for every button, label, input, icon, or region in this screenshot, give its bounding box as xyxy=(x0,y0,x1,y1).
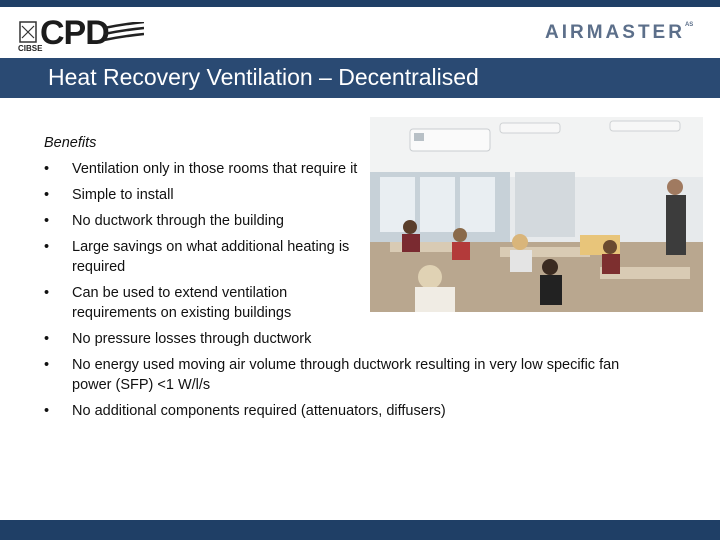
airmaster-logo-text: AIRMASTER xyxy=(545,22,685,43)
bottom-bar xyxy=(0,520,720,540)
list-item xyxy=(44,329,632,349)
list-item-text: No ductwork through the building xyxy=(72,213,284,229)
bullet-icon: • xyxy=(44,331,50,347)
list-item-text: No pressure losses through ductwork xyxy=(72,331,312,347)
list-item-text: Large savings on what additional heating is required xyxy=(72,239,350,275)
bullet-icon: • xyxy=(44,403,50,419)
bullet-icon: • xyxy=(44,239,50,255)
list-item xyxy=(44,237,372,277)
list-item xyxy=(44,211,372,231)
list-item xyxy=(44,355,632,395)
airmaster-logo xyxy=(545,22,693,44)
cpd-logo xyxy=(18,14,148,58)
airmaster-superscript: AS xyxy=(684,22,694,28)
bullet-icon: • xyxy=(44,285,50,301)
list-item-text: Simple to install xyxy=(72,187,174,203)
list-item-text: Can be used to extend ventilation requirements on existing buildings xyxy=(72,285,292,321)
cibse-text: CIBSE xyxy=(18,44,43,53)
cpd-swoosh-icon xyxy=(104,22,144,48)
slide-title: Heat Recovery Ventilation – Decentralised xyxy=(48,64,479,90)
benefits-heading: Benefits xyxy=(44,135,97,151)
bullet-icon: • xyxy=(44,161,50,177)
list-item-text: Ventilation only in those rooms that require it xyxy=(72,161,358,177)
bullet-icon: • xyxy=(44,187,50,203)
list-item xyxy=(44,159,372,179)
classroom-photo xyxy=(370,117,703,312)
cpd-logo-text: CPD xyxy=(40,14,109,52)
list-item-text: No additional components required (attenuators, diffusers) xyxy=(72,403,446,419)
list-item xyxy=(44,283,372,323)
bullet-icon: • xyxy=(44,213,50,229)
list-item xyxy=(44,401,632,421)
list-item xyxy=(44,185,372,205)
bullet-icon: • xyxy=(44,357,50,373)
top-bar xyxy=(0,0,720,7)
classroom-photo-illustration xyxy=(370,117,703,312)
list-item-text: No energy used moving air volume through ductwork resulting in very low specific fan power (SFP) <1 W/l/s xyxy=(72,357,620,393)
